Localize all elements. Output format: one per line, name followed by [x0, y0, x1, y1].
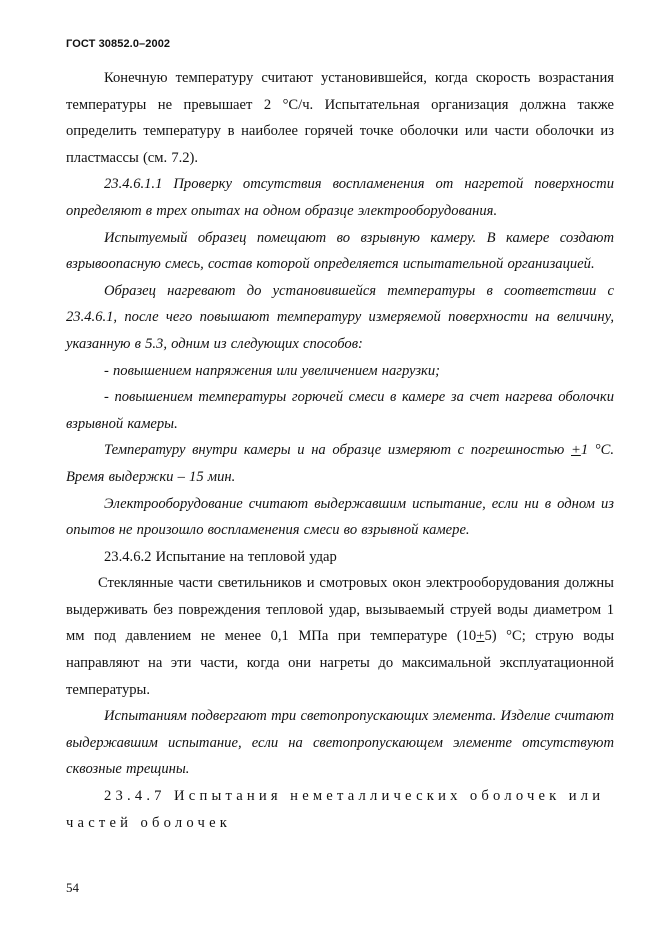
- paragraph-section-23-4-6-1-1: 23.4.6.1.1 Проверку отсутствия воспламенения от нагретой поверхности определяют в трех опытах на одном образце электрооборудования.: [66, 176, 614, 219]
- paragraph-pass-criterion: Электрооборудование считают выдержавшим испытание, если ни в одном из опытов не произошло воспламенения смеси во взрывной камере.: [66, 495, 614, 539]
- paragraph-measurement-accuracy: [66, 437, 614, 490]
- paragraph-heating-methods: Образец нагревают до установившейся температуры в соответствии с 23.4.6.1, после чего повышают температуру измеряемой поверхности на величину, указанную в 5.3, одним из следующих способов:: [66, 282, 614, 352]
- accuracy-text-pre: Температуру внутри камеры и на образце измеряют с погрешностью: [104, 442, 571, 459]
- document-code-header: ГОСТ 30852.0–2002: [66, 38, 171, 50]
- paragraph-final-temperature: Конечную температуру считают установившейся, когда скорость возрастания температуры не превышает 2 °С/ч. Испытательная организация должна также определить температуру в наиболее горячей точке оболочки или части оболочки из пластмассы (см. 7.2).: [66, 70, 614, 166]
- page-number: 54: [66, 880, 79, 895]
- section-heading-23-4-7: 23.4.7 Испытания неметаллических оболочек или частей оболочек: [66, 788, 605, 831]
- paragraph-test-sample: Испытуемый образец помещают во взрывную камеру. В камере создают взрывоопасную смесь, состав которой определяется испытательной организацией.: [66, 229, 614, 273]
- paragraph-light-elements: Испытаниям подвергают три светопропускающих элемента. Изделие считают выдержавшим испытание, если на светопропускающем элементе отсутствуют сквозные трещины.: [66, 708, 614, 778]
- plus-minus-sign-2: +: [476, 628, 485, 645]
- list-item-voltage: - повышением напряжения или увеличением нагрузки;: [104, 362, 441, 379]
- list-item-mixture-temperature: - повышением температуры горючей смеси в камере за счет нагрева оболочки взрывной камеры.: [66, 389, 614, 432]
- thermal-shock-text-post: 5) °С; струю воды направляют на эти части, когда они нагреты до максимальной эксплуатационной температуры.: [66, 628, 615, 698]
- section-heading-23-4-6-2: 23.4.6.2 Испытание на тепловой удар: [104, 548, 337, 565]
- document-body: [66, 65, 614, 836]
- accuracy-text-post: 1 °С. Время выдержки – 15 мин.: [66, 442, 614, 485]
- plus-minus-sign: +: [570, 442, 581, 459]
- paragraph-thermal-shock: [66, 570, 614, 703]
- thermal-shock-text-pre: Стеклянные части светильников и смотровых окон электрооборудования должны выдерживать без повреждения тепловой удар, вызываемый струей воды диаметром 1 мм под давлением не менее 0,1 МПа при температуре (10: [66, 575, 614, 645]
